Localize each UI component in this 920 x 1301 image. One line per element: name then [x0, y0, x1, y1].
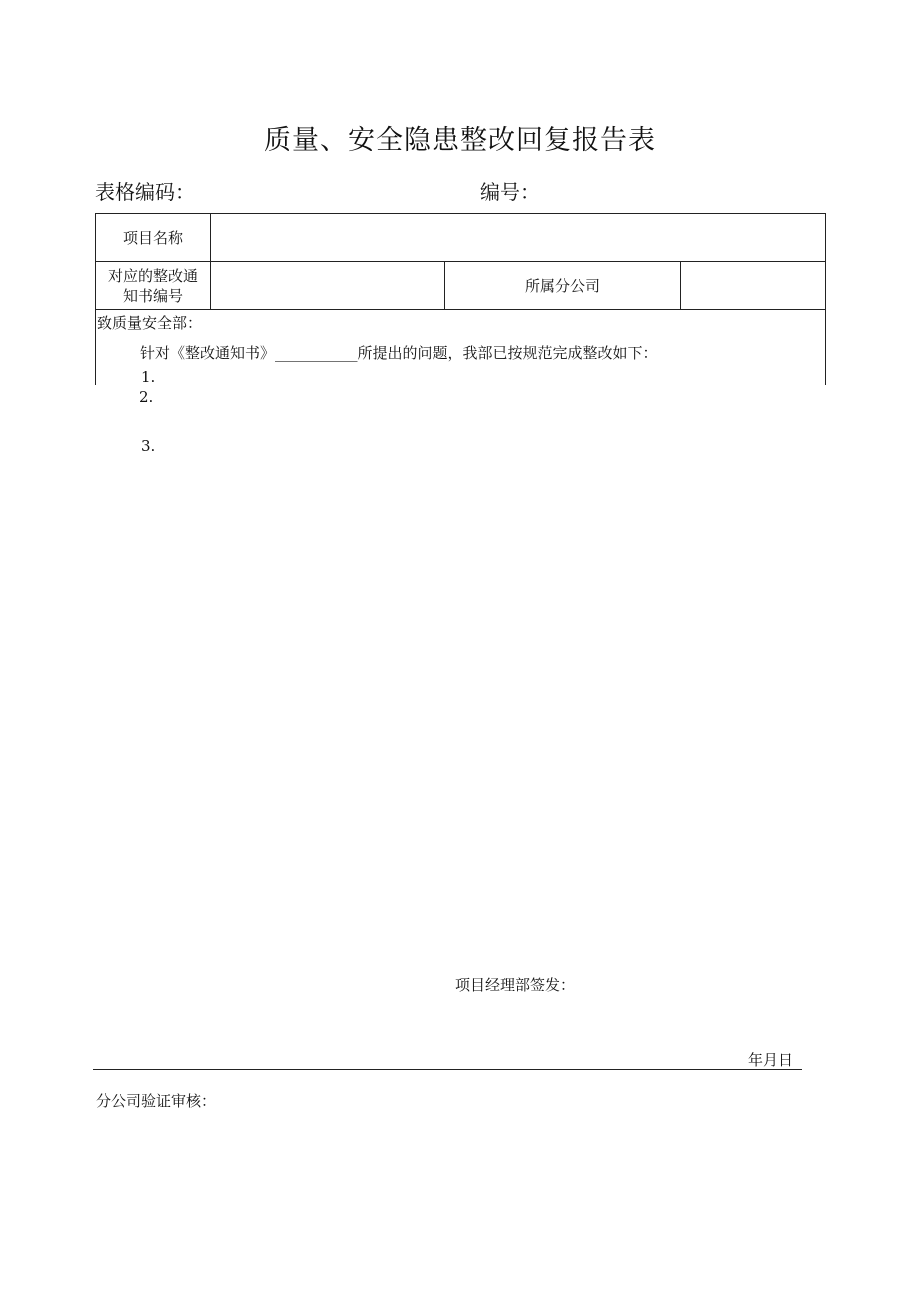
table-row-divider — [95, 309, 826, 310]
project-name-value[interactable] — [211, 214, 825, 261]
notice-number-value[interactable] — [211, 262, 444, 309]
date-label: 年月日 — [748, 1051, 794, 1069]
signature-divider — [93, 1069, 802, 1070]
branch-value[interactable] — [681, 262, 825, 309]
list-item: 1. — [141, 368, 156, 386]
addressee: 致质量安全部： — [97, 314, 203, 332]
list-item: 2. — [139, 388, 154, 406]
branch-review-label: 分公司验证审核： — [96, 1092, 217, 1110]
project-dept-sign-label: 项目经理部签发： — [455, 976, 576, 994]
branch-label: 所属分公司 — [524, 276, 600, 295]
notice-number-label-line1: 对应的整改通 — [107, 266, 198, 285]
form-code-label: 表格编码： — [95, 180, 195, 204]
table-border-right — [825, 213, 826, 385]
statement: 针对《整改通知书》___________所提出的问题，我部已按规范完成整改如下： — [140, 344, 658, 362]
project-name-label: 项目名称 — [122, 228, 183, 247]
notice-number-label — [96, 262, 210, 309]
number-label: 编号： — [480, 180, 540, 204]
notice-number-label-line2: 知书编号 — [122, 286, 183, 305]
list-item: 3. — [141, 437, 156, 455]
page-title: 质量、安全隐患整改回复报告表 — [264, 125, 656, 156]
